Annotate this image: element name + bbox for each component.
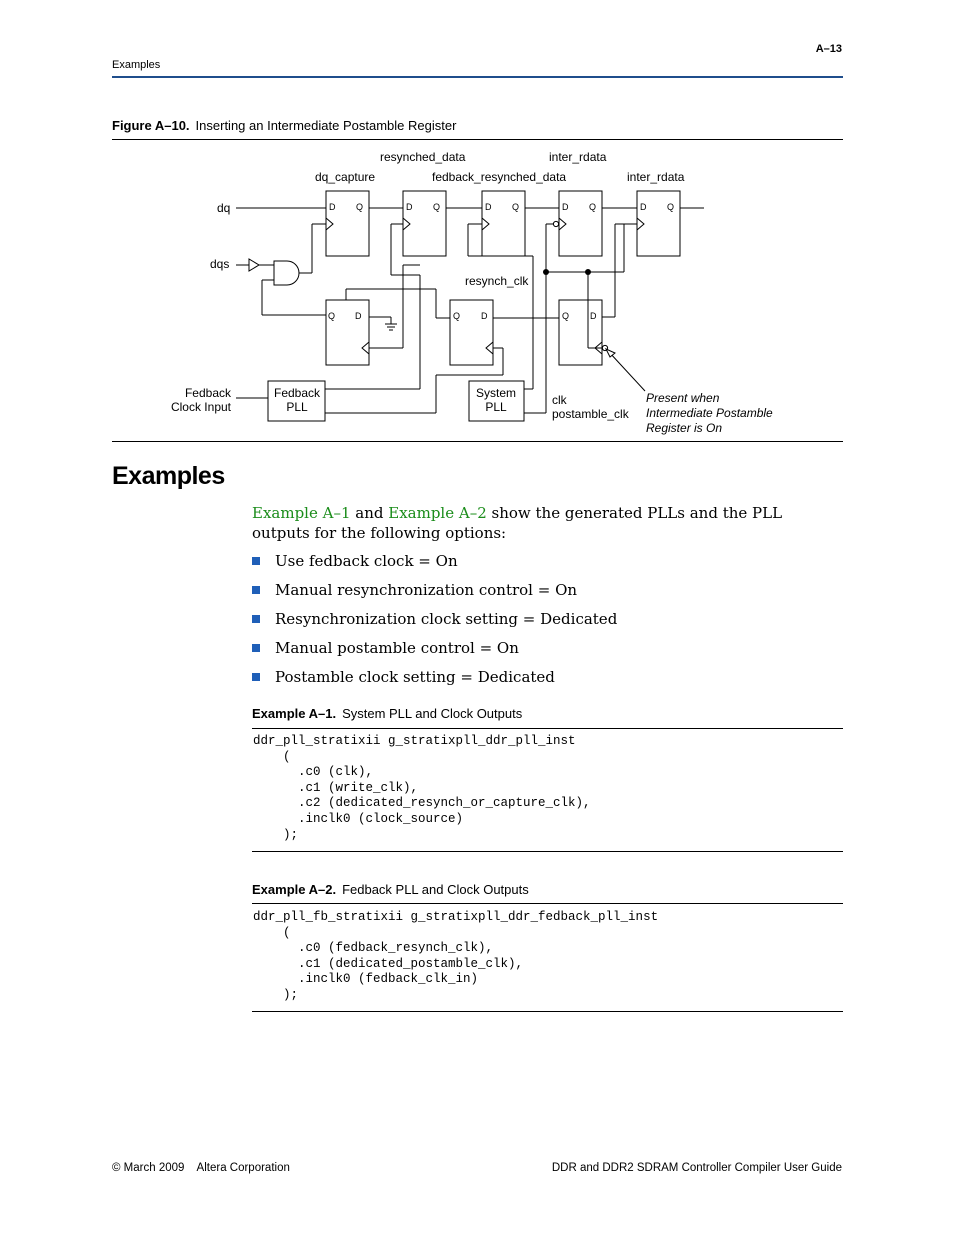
section-heading: Examples bbox=[112, 462, 225, 490]
list-item-text: Manual resynchronization control = On bbox=[275, 581, 578, 599]
page-number: A–13 bbox=[815, 43, 842, 55]
figure-title: Inserting an Intermediate Postamble Register bbox=[195, 118, 457, 133]
pin-q: Q bbox=[667, 202, 675, 212]
example-a2-code: ddr_pll_fb_stratixii g_stratixpll_ddr_fedback_pll_inst ( .c0 (fedback_resynch_clk), .c1 (dedicated_postamble_clk), .inclk0 (fedback_clk_in) ); bbox=[253, 910, 659, 1002]
pin-q: Q bbox=[328, 311, 336, 321]
pin-d: D bbox=[590, 311, 597, 321]
label-fedback-resynched-data: fedback_resynched_data bbox=[432, 170, 567, 184]
label-dqs: dqs bbox=[210, 257, 230, 271]
running-header-section: Examples bbox=[112, 59, 161, 71]
example-a2-link[interactable]: Example A–2 bbox=[388, 504, 487, 522]
system-pll-label: PLL bbox=[485, 400, 507, 414]
figure-bottom-rule bbox=[112, 441, 843, 442]
intro-and: and bbox=[350, 504, 389, 522]
example-a1-code: ddr_pll_stratixii g_stratixpll_ddr_pll_inst ( .c0 (clk), .c1 (write_clk), .c2 (dedicated_resynch_or_capture_clk), .inclk0 (clock_source) ); bbox=[253, 734, 591, 842]
example-a1-title: System PLL and Clock Outputs bbox=[342, 706, 523, 721]
note-line: Register is On bbox=[646, 421, 723, 435]
postamble-register bbox=[326, 300, 369, 365]
note-line: Intermediate Postamble bbox=[646, 406, 773, 420]
list-item-text: Use fedback clock = On bbox=[275, 552, 458, 570]
label-inter-rdata-out: inter_rdata bbox=[627, 170, 685, 184]
fedback-pll-label: PLL bbox=[286, 400, 308, 414]
pin-d: D bbox=[355, 311, 362, 321]
footer-document-title: DDR and DDR2 SDRAM Controller Compiler User Guide bbox=[551, 1162, 842, 1174]
postamble-register-diagram bbox=[0, 0, 954, 445]
label-resynch-clk: resynch_clk bbox=[465, 274, 529, 288]
example-a1-caption bbox=[252, 706, 522, 721]
list-item-text: Manual postamble control = On bbox=[275, 639, 519, 657]
note-line: Present when bbox=[646, 391, 720, 405]
example-a1-top-rule bbox=[252, 728, 843, 729]
list-item bbox=[252, 578, 617, 607]
bullet-square-icon bbox=[252, 586, 260, 594]
pin-d: D bbox=[329, 202, 336, 212]
pin-d: D bbox=[485, 202, 492, 212]
label-resynched-data: resynched_data bbox=[380, 150, 466, 164]
pin-d: D bbox=[562, 202, 569, 212]
example-a2-title: Fedback PLL and Clock Outputs bbox=[342, 882, 529, 897]
list-item bbox=[252, 607, 617, 636]
pin-q: Q bbox=[356, 202, 364, 212]
example-a2-top-rule bbox=[252, 903, 843, 904]
list-item-text: Resynchronization clock setting = Dedicated bbox=[275, 610, 618, 628]
fedback-pll-label: Fedback bbox=[273, 386, 321, 400]
bullet-square-icon bbox=[252, 673, 260, 681]
intro-text: show the generated PLLs and the PLL outputs for the following options: bbox=[252, 504, 783, 542]
example-a1-link[interactable]: Example A–1 bbox=[252, 504, 351, 522]
label-clk: clk bbox=[552, 393, 567, 407]
system-pll-label: System bbox=[475, 386, 517, 400]
pin-q: Q bbox=[589, 202, 597, 212]
footer-copyright: © March 2009 Altera Corporation bbox=[112, 1162, 290, 1174]
bullet-square-icon bbox=[252, 557, 260, 565]
label-fedback-clock-input: Fedback bbox=[184, 386, 231, 400]
example-a1-bottom-rule bbox=[252, 851, 843, 852]
pin-q: Q bbox=[453, 311, 461, 321]
pin-d: D bbox=[481, 311, 488, 321]
label-postamble-clk: postamble_clk bbox=[552, 407, 629, 421]
example-a2-caption bbox=[252, 882, 529, 897]
example-a1-label: Example A–1. bbox=[252, 706, 337, 721]
list-item bbox=[252, 665, 617, 694]
list-item-text: Postamble clock setting = Dedicated bbox=[275, 668, 555, 686]
intro-paragraph bbox=[252, 503, 844, 543]
label-dq: dq bbox=[217, 201, 231, 215]
figure-label: Figure A–10. bbox=[112, 118, 190, 133]
pin-d: D bbox=[406, 202, 413, 212]
list-item bbox=[252, 636, 617, 665]
bullet-square-icon bbox=[252, 644, 260, 652]
label-fedback-clock-input: Clock Input bbox=[170, 400, 231, 414]
pin-d: D bbox=[640, 202, 647, 212]
example-a2-bottom-rule bbox=[252, 1011, 843, 1012]
pin-q: Q bbox=[433, 202, 441, 212]
bullet-square-icon bbox=[252, 615, 260, 623]
options-list bbox=[252, 549, 617, 694]
label-inter-rdata: inter_rdata bbox=[549, 150, 607, 164]
postamble-enable-register bbox=[559, 300, 602, 365]
pin-q: Q bbox=[512, 202, 520, 212]
list-item bbox=[252, 549, 617, 578]
intermediate-postamble-register bbox=[450, 300, 493, 365]
pin-q: Q bbox=[562, 311, 570, 321]
label-dq-capture: dq_capture bbox=[315, 170, 376, 184]
example-a2-label: Example A–2. bbox=[252, 882, 337, 897]
